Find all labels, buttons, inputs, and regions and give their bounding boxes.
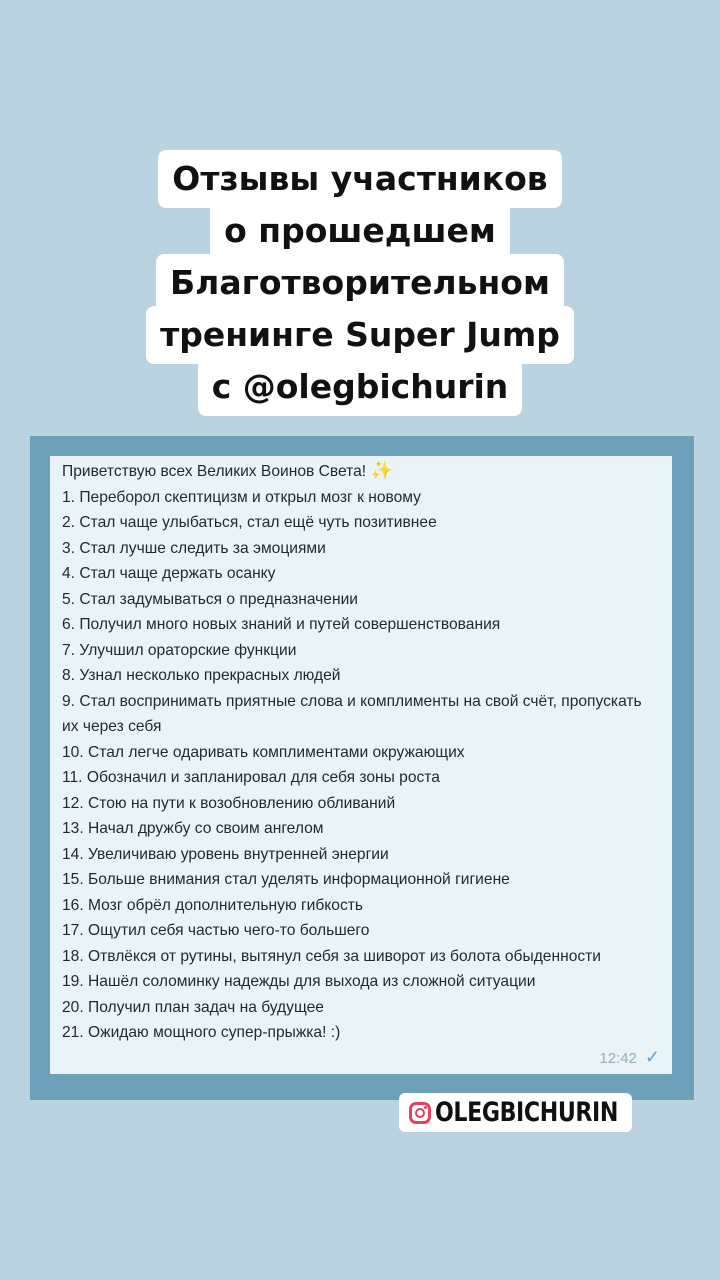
chat-screenshot	[30, 436, 694, 1100]
checkmark-icon: ✓	[644, 1047, 660, 1067]
star-icon: ✨	[370, 460, 393, 480]
list-item: 21. Ожидаю мощного супер-прыжка! :)	[62, 1024, 341, 1041]
list-item: 1. Переборол скептицизм и открыл мозг к новому	[62, 488, 421, 506]
list-item: 11. Обозначил и запланировал для себя зоны роста	[62, 769, 440, 786]
headline-line: с @olegbichurin	[198, 358, 523, 416]
handle-text: OLEGBICHURIN	[435, 1097, 619, 1128]
list-item: 20. Получил план задач на будущее	[62, 998, 324, 1016]
list-item: 5. Стал задумываться о предназначении	[62, 590, 358, 608]
greeting-text: Приветствую всех Великих Воинов Света!	[62, 463, 367, 480]
list-item: 3. Стал лучше следить за эмоциями	[62, 539, 326, 557]
message-meta	[599, 1047, 660, 1068]
handle-sticker[interactable]	[399, 1093, 632, 1132]
message-greeting	[62, 458, 662, 485]
list-item: 18. Отвлёкся от рутины, вытянул себя за шиворот из болота обыденности	[62, 947, 602, 965]
headline	[0, 156, 720, 416]
headline-line: тренинге Super Jump	[146, 306, 574, 364]
headline-line: о прошедшем	[210, 202, 510, 260]
list-item: 4. Стал чаще держать осанку	[62, 565, 276, 582]
list-item: 19. Нашёл соломинку надежды для выхода из сложной ситуации	[62, 973, 536, 990]
list-item: 13. Начал дружбу со своим ангелом	[62, 820, 324, 837]
list-item: 2. Стал чаще улыбаться, стал ещё чуть позитивнее	[62, 514, 437, 531]
list-item: 15. Больше внимания стал уделять информационной гигиене	[62, 871, 510, 888]
headline-line: Отзывы участников	[158, 150, 561, 208]
list-item: 7. Улучшил ораторские функции	[62, 641, 297, 659]
instagram-icon	[409, 1102, 431, 1124]
list-item: 17. Ощутил себя частью чего-то большего	[62, 922, 370, 939]
list-item: 8. Узнал несколько прекрасных людей	[62, 667, 341, 684]
message-time: 12:42	[599, 1050, 637, 1067]
list-item: 10. Стал легче одаривать комплиментами окружающих	[62, 743, 465, 761]
message-bubble	[50, 456, 672, 1074]
list-item: 12. Стою на пути к возобновлению обливаний	[62, 794, 396, 812]
list-item: 16. Мозг обрёл дополнительную гибкость	[62, 896, 364, 914]
headline-line: Благотворительном	[156, 254, 564, 312]
list-item: 14. Увеличиваю уровень внутренней энергии	[62, 845, 389, 863]
list-item: 9. Стал воспринимать приятные слова и комплименты на свой счёт, пропускать их через себя	[62, 692, 642, 735]
list-item: 6. Получил много новых знаний и путей совершенствования	[62, 616, 501, 633]
